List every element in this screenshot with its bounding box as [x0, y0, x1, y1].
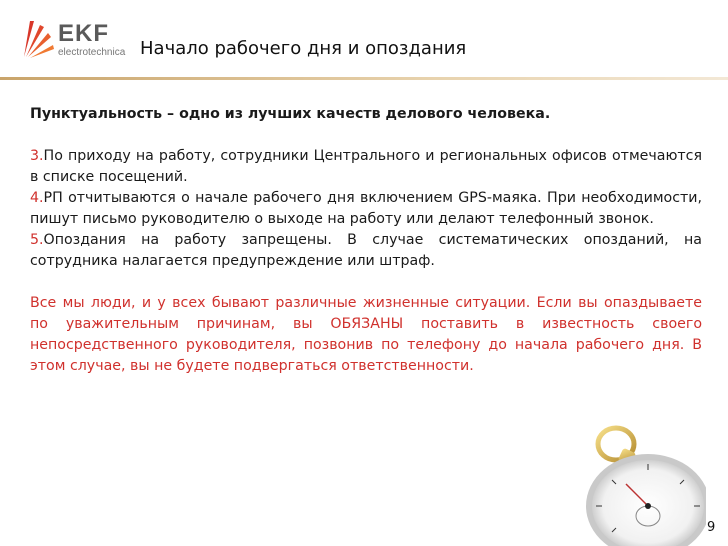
logo-text: EKF: [58, 20, 109, 47]
item-number: 3.: [30, 148, 44, 164]
item-number: 5.: [30, 232, 44, 248]
main-content: [30, 104, 702, 377]
section-heading: Пунктуальность – одно из лучших качеств делового человека.: [30, 106, 551, 122]
item-text: Опоздания на работу запрещены. В случае систематических опозданий, на сотрудника налагается предупреждение или штраф.: [30, 232, 702, 269]
page-number: 9: [707, 520, 716, 535]
spacer: [30, 272, 702, 293]
list-item: [30, 230, 702, 272]
list-item: [30, 146, 702, 188]
logo-subtext: electrotechnica: [58, 47, 126, 58]
header-divider: [0, 77, 728, 80]
header: [0, 0, 728, 76]
warning-text: Все мы люди, и у всех бывают различные жизненные ситуации. Если вы опаздываете по уважительным причинам, вы ОБЯЗАНЫ поставить в известность своего непосредственного руководителя, позвонив по телефону до начала рабочего дня. В этом случае, вы не будете подвергаться ответственности.: [30, 295, 702, 374]
item-number: 4.: [30, 190, 44, 206]
item-text: РП отчитываются о начале рабочего дня включением GPS-маяка. При необходимости, пишут письмо руководителю о выходе на работу или делают телефонный звонок.: [30, 190, 702, 227]
item-text: По приходу на работу, сотрудники Центрального и региональных офисов отмечаются в списке посещений.: [30, 148, 702, 185]
ekf-logo: [20, 17, 130, 65]
list-item: [30, 188, 702, 230]
page-title: Начало рабочего дня и опоздания: [140, 38, 467, 59]
stopwatch-image: [556, 420, 706, 546]
logo-rays-icon: [20, 17, 56, 61]
